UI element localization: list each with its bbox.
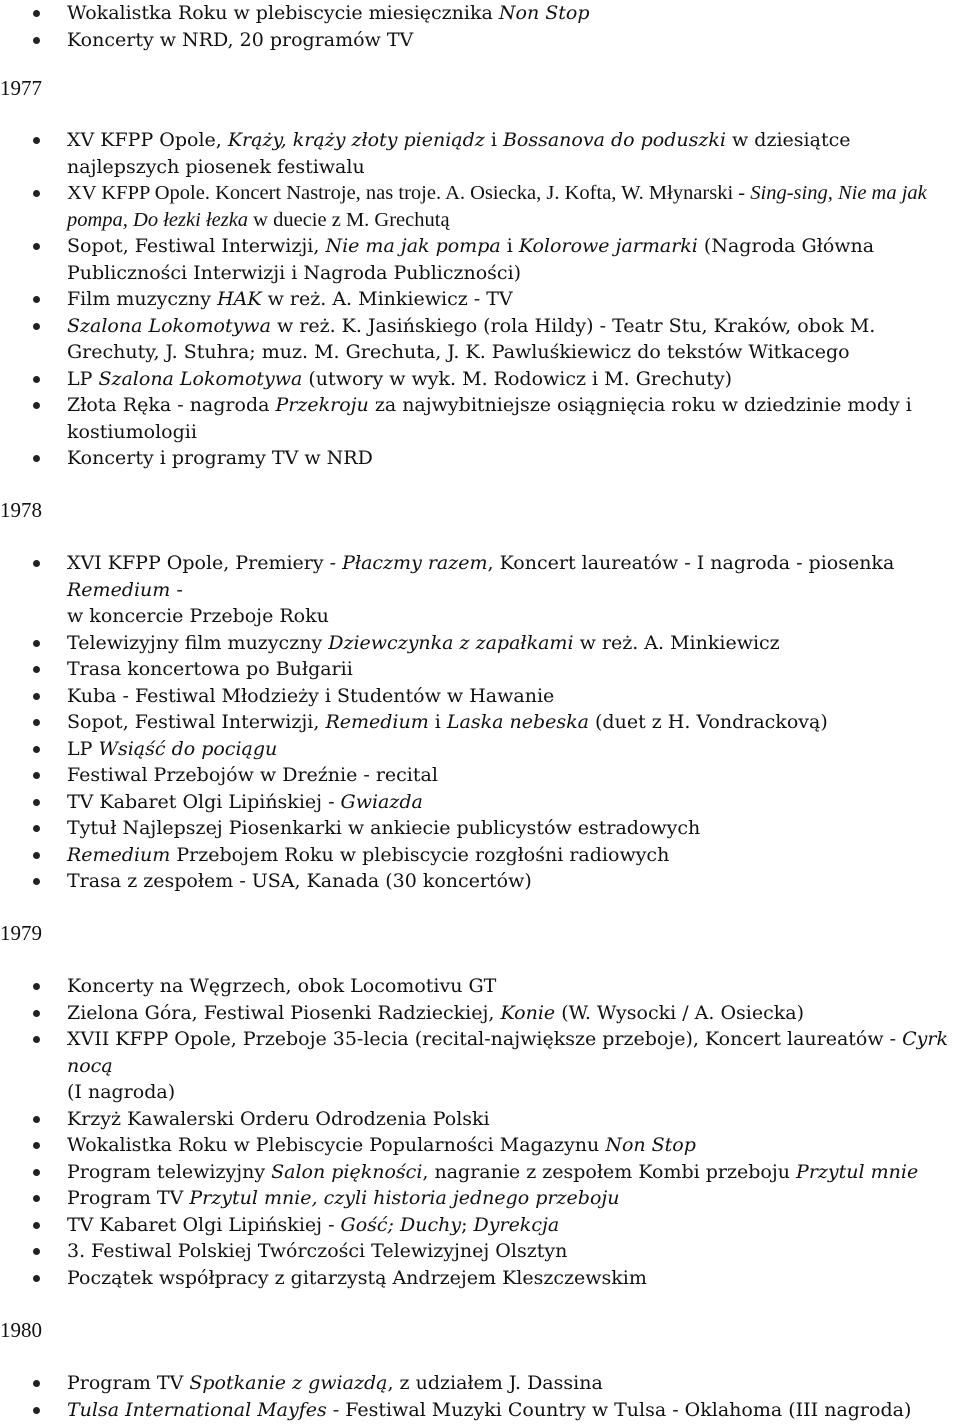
item-text: w reż. A. Minkiewicz	[573, 631, 780, 654]
year-heading: 1978	[0, 498, 42, 522]
item-text: Program TV	[67, 1187, 190, 1209]
list-item	[0, 1185, 955, 1212]
italic-title: Remedium	[67, 843, 171, 866]
bullet-icon	[33, 666, 40, 673]
bullet-icon	[33, 772, 40, 779]
list-item	[0, 656, 955, 683]
item-text: i	[500, 235, 519, 257]
year-heading: 1980	[0, 1318, 42, 1342]
italic-title: Non Stop	[498, 2, 590, 24]
item-text: TV Kabaret Olgi Lipińskiej -	[67, 790, 341, 813]
bullet-icon	[33, 1248, 40, 1255]
item-text: Wokalistka Roku w Plebiscycie Popularności Magazynu	[67, 1134, 606, 1156]
year-heading: 1979	[0, 921, 42, 945]
item-text: Sopot, Festiwal Interwizji,	[67, 711, 326, 733]
italic-title: Non Stop	[605, 1134, 696, 1156]
item-text: ;	[461, 1213, 474, 1236]
italic-title: Szalona Lokomotywa	[67, 314, 271, 337]
list-item	[0, 286, 955, 313]
italic-title: Dziewczynka z zapałkami	[328, 631, 574, 654]
bullet-icon	[33, 243, 40, 250]
item-text: -	[170, 578, 183, 601]
italic-title: Przytul mnie, czyli historia jednego przeboju	[189, 1187, 620, 1209]
list-item	[0, 842, 955, 869]
bullet-icon	[33, 1195, 40, 1202]
italic-title: Nie ma jak pompa	[325, 235, 501, 257]
list-item	[0, 0, 955, 27]
bullet-list	[0, 973, 955, 1291]
item-text: XVII KFPP Opole, Przeboje 35-lecia (recital-największe przeboje), Koncert laureatów -	[67, 1028, 903, 1050]
bullet-icon	[33, 1380, 40, 1387]
item-text: Telewizyjny film muzyczny	[67, 631, 329, 654]
bullet-icon	[33, 719, 40, 726]
item-text: w koncercie Przeboje Roku	[67, 605, 329, 627]
bullet-icon	[33, 190, 40, 197]
item-text: (W. Wysocki / A. Osiecka)	[555, 1001, 804, 1024]
item-text: Początek współpracy z gitarzystą Andrzejem Kleszczewskim	[67, 1266, 647, 1289]
list-item	[0, 550, 955, 630]
item-text: Trasa koncertowa po Bułgarii	[67, 658, 353, 680]
bullet-icon	[33, 1036, 40, 1043]
list-item	[0, 127, 955, 180]
bullet-list	[0, 0, 955, 53]
italic-title: Remedium	[325, 711, 429, 733]
bullet-icon	[33, 1142, 40, 1149]
item-text: Koncerty na Węgrzech, obok Locomotivu GT	[67, 975, 497, 997]
item-text: Film muzyczny	[67, 288, 218, 310]
item-text: i	[484, 129, 503, 151]
italic-title: Dyrekcja	[473, 1213, 560, 1236]
bullet-icon	[33, 560, 40, 567]
item-text: w duecie z M. Grechutą	[248, 208, 450, 231]
list-item	[0, 1212, 955, 1239]
item-text: TV Kabaret Olgi Lipińskiej -	[67, 1213, 341, 1236]
list-item	[0, 1000, 955, 1027]
italic-title: Szalona Lokomotywa	[98, 367, 303, 390]
italic-title: Gwiazda	[340, 790, 423, 813]
italic-title: Płaczmy razem	[342, 552, 488, 574]
item-text: Wokalistka Roku w plebiscycie miesięcznika	[67, 2, 499, 24]
bullet-icon	[33, 1407, 40, 1414]
list-item	[0, 233, 955, 286]
year-heading: 1977	[0, 76, 42, 100]
list-item	[0, 762, 955, 789]
item-text: Kuba - Festiwal Młodzieży i Studentów w Hawanie	[67, 684, 555, 707]
bullet-list	[0, 127, 955, 472]
italic-title: Salon piękności	[271, 1160, 423, 1183]
item-text: XVI KFPP Opole, Premiery -	[67, 552, 343, 574]
list-item	[0, 1159, 955, 1186]
item-text: Koncerty i programy TV w NRD	[67, 447, 373, 469]
list-item	[0, 1238, 955, 1265]
item-text: Program TV	[67, 1372, 190, 1394]
list-item	[0, 815, 955, 842]
item-text: w reż. A. Minkiewicz - TV	[261, 288, 513, 310]
italic-title: Bossanova do poduszki	[502, 129, 726, 151]
italic-title: Kolorowe jarmarki	[518, 235, 698, 257]
item-text: (Nagroda Główna Publiczności Interwizji i Nagroda Publiczności)	[67, 235, 875, 284]
italic-title: Sing-sing, Nie ma jak pompa, Do łezki łezka	[67, 182, 927, 231]
item-text: Koncerty w NRD, 20 programów TV	[67, 28, 414, 51]
bullet-icon	[33, 1275, 40, 1282]
bullet-list	[0, 550, 955, 895]
bullet-icon	[33, 323, 40, 330]
italic-title: Cyrk nocą	[67, 1028, 949, 1077]
list-item	[0, 789, 955, 816]
list-item	[0, 445, 955, 472]
bullet-icon	[33, 983, 40, 990]
item-text: 3. Festiwal Polskiej Twórczości Telewizyjnej Olsztyn	[67, 1240, 568, 1262]
item-text: Program telewizyjny	[67, 1160, 272, 1183]
list-item	[0, 736, 955, 763]
item-text: (duet z H. Vondrackovą)	[588, 711, 828, 733]
item-text: - Festiwal Muzyki Country w Tulsa - Oklahoma (III nagroda)	[326, 1398, 912, 1421]
bullet-icon	[33, 296, 40, 303]
italic-title: Tulsa International Mayfes	[67, 1398, 327, 1421]
item-text: Sopot, Festiwal Interwizji,	[67, 235, 326, 257]
item-text: LP	[67, 737, 99, 760]
item-text: XV KFPP Opole. Koncert Nastroje, nas troje. A. Osiecka, J. Kofta, W. Młynarski -	[67, 182, 751, 204]
list-item	[0, 392, 955, 445]
bullet-icon	[33, 825, 40, 832]
item-text: (I nagroda)	[67, 1081, 176, 1103]
item-text: Zielona Góra, Festiwal Piosenki Radzieckiej,	[67, 1001, 501, 1024]
list-item	[0, 868, 955, 895]
italic-title: Przytul mnie	[796, 1160, 919, 1183]
list-item	[0, 313, 955, 366]
italic-title: HAK	[217, 288, 262, 310]
item-text: , z udziałem J. Dassina	[387, 1372, 603, 1394]
italic-title: Konie	[500, 1001, 556, 1024]
item-text: i	[428, 711, 447, 733]
bullet-icon	[33, 852, 40, 859]
bullet-icon	[33, 1116, 40, 1123]
italic-title: Wsiąść do pociągu	[98, 737, 278, 760]
italic-title: Gość; Duchy	[340, 1213, 462, 1236]
list-item	[0, 1026, 955, 1106]
list-item	[0, 1132, 955, 1159]
bullet-icon	[33, 376, 40, 383]
bullet-icon	[33, 10, 40, 17]
item-text: , Koncert laureatów - I nagroda - piosenka	[487, 552, 895, 574]
item-text: w reż. K. Jasińskiego (rola Hildy) - Teatr Stu, Kraków, obok M. Grechuty, J. Stuhra; muz. M. Grechuta, J. K. Pawluśkiewicz do tekstów Witkacego	[67, 314, 876, 363]
list-item	[0, 180, 955, 233]
italic-title: Laska nebeska	[446, 711, 589, 733]
item-text: , nagranie z zespołem Kombi przeboju	[422, 1160, 797, 1183]
item-text: XV KFPP Opole,	[67, 129, 228, 151]
list-item	[0, 1106, 955, 1133]
list-item	[0, 630, 955, 657]
list-item	[0, 1397, 955, 1424]
item-text: za najwybitniejsze osiągnięcia roku w dziedzinie mody i kostiumologii	[67, 394, 912, 443]
item-text: (utwory w wyk. M. Rodowicz i M. Grechuty)	[302, 367, 733, 390]
item-text: Tytuł Najlepszej Piosenkarki w ankiecie publicystów estradowych	[67, 817, 701, 839]
italic-title: Spotkanie z gwiazdą	[189, 1372, 388, 1394]
item-text: Festiwal Przebojów w Dreźnie - recital	[67, 764, 438, 786]
bullet-icon	[33, 878, 40, 885]
bullet-icon	[33, 455, 40, 462]
item-text: w dziesiątce najlepszych piosenek festiwalu	[67, 129, 851, 178]
bullet-icon	[33, 746, 40, 753]
italic-title: Krąży, krąży złoty pieniądz	[227, 129, 485, 151]
list-item	[0, 683, 955, 710]
item-text: Krzyż Kawalerski Orderu Odrodzenia Polski	[67, 1107, 490, 1130]
bullet-icon	[33, 137, 40, 144]
list-item	[0, 1370, 955, 1397]
item-text: Przebojem Roku w plebiscycie rozgłośni radiowych	[170, 843, 670, 866]
bullet-icon	[33, 799, 40, 806]
item-text: LP	[67, 367, 99, 390]
bullet-icon	[33, 1169, 40, 1176]
bullet-icon	[33, 693, 40, 700]
bullet-icon	[33, 1010, 40, 1017]
bullet-icon	[33, 1222, 40, 1229]
item-text: Trasa z zespołem - USA, Kanada (30 koncertów)	[67, 870, 532, 892]
list-item	[0, 1265, 955, 1292]
italic-title: Remedium	[67, 578, 171, 601]
list-item	[0, 973, 955, 1000]
bullet-list	[0, 1370, 955, 1423]
list-item	[0, 366, 955, 393]
list-item	[0, 27, 955, 54]
bullet-icon	[33, 37, 40, 44]
list-item	[0, 709, 955, 736]
bullet-icon	[33, 402, 40, 409]
italic-title: Przekroju	[275, 394, 369, 416]
item-text: Złota Ręka - nagroda	[67, 394, 276, 416]
bullet-icon	[33, 640, 40, 647]
